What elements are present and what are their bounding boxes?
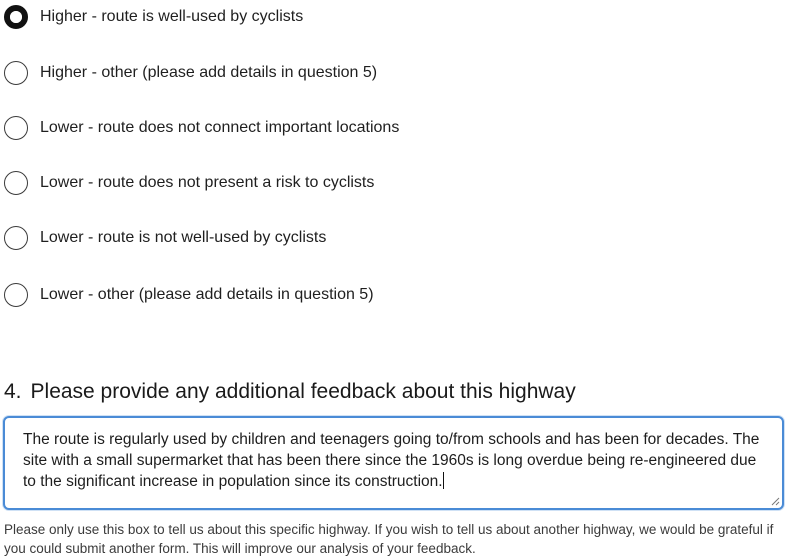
resize-handle-icon[interactable] (770, 496, 780, 506)
radio-button[interactable] (4, 61, 28, 85)
feedback-textarea[interactable] (3, 416, 784, 510)
radio-button[interactable] (4, 171, 28, 195)
question-4-heading (4, 380, 576, 404)
radio-option-lower-not-well-used[interactable] (4, 225, 326, 251)
feedback-textarea-content[interactable] (23, 429, 768, 492)
radio-label: Lower - route does not present a risk to cyclists (40, 174, 375, 191)
radio-label: Lower - route does not connect important locations (40, 119, 400, 136)
question-title: Please provide any additional feedback about this highway (30, 380, 576, 403)
radio-label: Higher - route is well-used by cyclists (40, 8, 304, 25)
radio-option-lower-no-risk[interactable] (4, 170, 374, 196)
radio-label: Lower - other (please add details in question 5) (40, 286, 374, 303)
radio-button[interactable] (4, 283, 28, 307)
radio-button[interactable] (4, 226, 28, 250)
radio-option-higher-well-used[interactable] (4, 4, 303, 30)
question-number: 4. (4, 380, 22, 403)
radio-label: Higher - other (please add details in question 5) (40, 64, 378, 81)
radio-option-lower-other[interactable] (4, 282, 374, 308)
radio-button-checked[interactable] (4, 5, 28, 29)
text-caret (443, 472, 444, 489)
radio-option-higher-other[interactable] (4, 60, 377, 86)
radio-label: Lower - route is not well-used by cyclists (40, 229, 327, 246)
radio-option-lower-no-connect[interactable] (4, 115, 399, 141)
feedback-text: The route is regularly used by children and teenagers going to/from schools and has been for decades. The site with a small supermarket that has been there since the 1960s is long overdue being re-engineered due to the significant increase in population since its construction. (23, 431, 760, 490)
feedback-help-text: Please only use this box to tell us about this specific highway. If you wish to tell us about another highway, we would be grateful if you could submit another form. This will improve our analysis of your feedback. (4, 522, 774, 556)
radio-button[interactable] (4, 116, 28, 140)
